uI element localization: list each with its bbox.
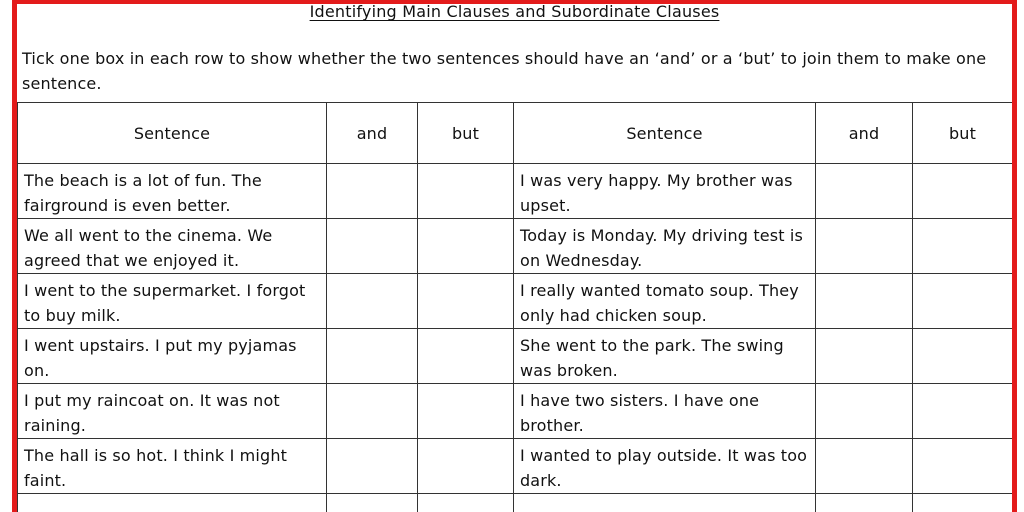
but-tick-box-right[interactable] — [913, 439, 1013, 494]
page-border-right — [1012, 0, 1017, 512]
sentence-left: I went upstairs. I put my pyjamas on. — [18, 329, 327, 384]
and-tick-box-left[interactable] — [327, 219, 418, 274]
but-tick-box-left[interactable] — [418, 384, 514, 439]
header-sentence-right: Sentence — [514, 103, 816, 164]
but-tick-box-right[interactable] — [913, 219, 1013, 274]
but-tick-box-right[interactable] — [913, 329, 1013, 384]
and-tick-box-right[interactable] — [816, 329, 913, 384]
sentence-right: She went to the park. The swing was broken. — [514, 329, 816, 384]
instructions-text: Tick one box in each row to show whether the two sentences should have an ‘and’ or a ‘but’ to join them to make one sentence. — [22, 49, 987, 93]
and-tick-box-right[interactable] — [816, 274, 913, 329]
but-tick-box-left[interactable] — [418, 439, 514, 494]
and-tick-box-right[interactable] — [816, 439, 913, 494]
sentence-right: I really wanted tomato soup. They only had chicken soup. — [514, 274, 816, 329]
sentence-left: I put my raincoat on. It was not raining. — [18, 384, 327, 439]
sentence-right: I wanted to play outside. It was too dark. — [514, 439, 816, 494]
and-tick-box-left[interactable] — [327, 384, 418, 439]
header-row — [18, 103, 1013, 164]
clauses-table — [17, 102, 1012, 512]
table-row — [18, 164, 1013, 219]
header-but-left: but — [418, 103, 514, 164]
sentence-left: I went to the supermarket. I forgot to buy milk. — [18, 274, 327, 329]
and-tick-box-left[interactable] — [327, 164, 418, 219]
and-tick-box-right[interactable] — [816, 494, 913, 512]
sentence-right — [514, 494, 816, 512]
but-tick-box-left[interactable] — [418, 329, 514, 384]
header-and-right: and — [816, 103, 913, 164]
header-but-right: but — [913, 103, 1013, 164]
header-sentence-left: Sentence — [18, 103, 327, 164]
and-tick-box-left[interactable] — [327, 439, 418, 494]
table-row — [18, 329, 1013, 384]
sentence-left: We all went to the cinema. We agreed that we enjoyed it. — [18, 219, 327, 274]
but-tick-box-left[interactable] — [418, 274, 514, 329]
header-and-left: and — [327, 103, 418, 164]
sentence-left — [18, 494, 327, 512]
table-row — [18, 219, 1013, 274]
sentence-right: I was very happy. My brother was upset. — [514, 164, 816, 219]
but-tick-box-left[interactable] — [418, 219, 514, 274]
sentence-right: I have two sisters. I have one brother. — [514, 384, 816, 439]
sentence-right: Today is Monday. My driving test is on Wednesday. — [514, 219, 816, 274]
but-tick-box-left[interactable] — [418, 494, 514, 512]
but-tick-box-right[interactable] — [913, 274, 1013, 329]
table-row — [18, 274, 1013, 329]
table-row — [18, 439, 1013, 494]
but-tick-box-right[interactable] — [913, 164, 1013, 219]
worksheet-title: Identifying Main Clauses and Subordinate Clauses — [309, 2, 720, 21]
worksheet — [17, 0, 1012, 512]
but-tick-box-left[interactable] — [418, 164, 514, 219]
and-tick-box-left[interactable] — [327, 494, 418, 512]
table-row — [18, 494, 1013, 512]
and-tick-box-left[interactable] — [327, 274, 418, 329]
but-tick-box-right[interactable] — [913, 384, 1013, 439]
and-tick-box-right[interactable] — [816, 164, 913, 219]
and-tick-box-right[interactable] — [816, 384, 913, 439]
table-row — [18, 384, 1013, 439]
sentence-left: The beach is a lot of fun. The fairground is even better. — [18, 164, 327, 219]
but-tick-box-right[interactable] — [913, 494, 1013, 512]
and-tick-box-right[interactable] — [816, 219, 913, 274]
sentence-left: The hall is so hot. I think I might faint. — [18, 439, 327, 494]
and-tick-box-left[interactable] — [327, 329, 418, 384]
